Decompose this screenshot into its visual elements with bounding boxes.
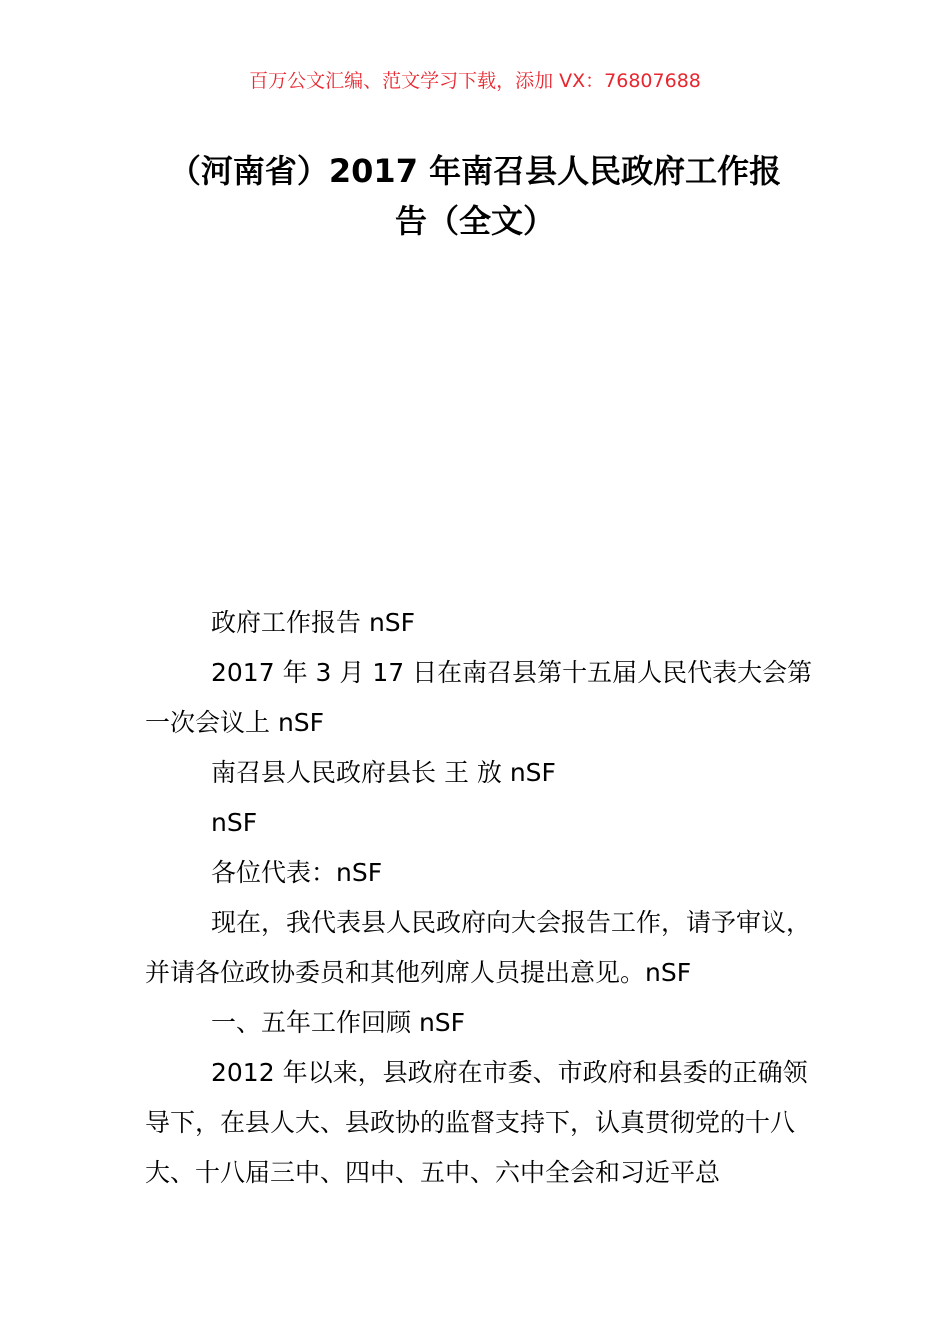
review-paragraph: 2012 年以来，县政府在市委、市政府和县委的正确领导下，在县人大、县政协的监督支持下，认真贯彻党的十八大、十八届三中、四中、五中、六中全会和习近平总 (145, 1058, 808, 1187)
meeting-date-paragraph: 2017 年 3 月 17 日在南召县第十五届人民代表大会第一次会议上 nSF (145, 658, 813, 737)
intro-paragraph: 现在，我代表县人民政府向大会报告工作，请予审议，并请各位政协委员和其他列席人员提出意见。nSF (145, 908, 812, 987)
speaker-paragraph: 南召县人民政府县长 王 放 nSF (211, 758, 556, 787)
document-title-line-1: （河南省）2017 年南召县人民政府工作报 (168, 152, 782, 190)
document-body (145, 598, 815, 1198)
blank-marker-paragraph: nSF (211, 808, 258, 837)
document-title-line-2: 告（全文） (394, 202, 555, 240)
section-heading-paragraph: 一、五年工作回顾 nSF (211, 1008, 466, 1037)
document-title (130, 146, 820, 246)
report-heading-paragraph: 政府工作报告 nSF (211, 608, 416, 637)
salutation-paragraph: 各位代表：nSF (211, 858, 383, 887)
header-contact-line: 百万公文汇编、范文学习下载，添加 VX：76807688 (249, 70, 701, 92)
